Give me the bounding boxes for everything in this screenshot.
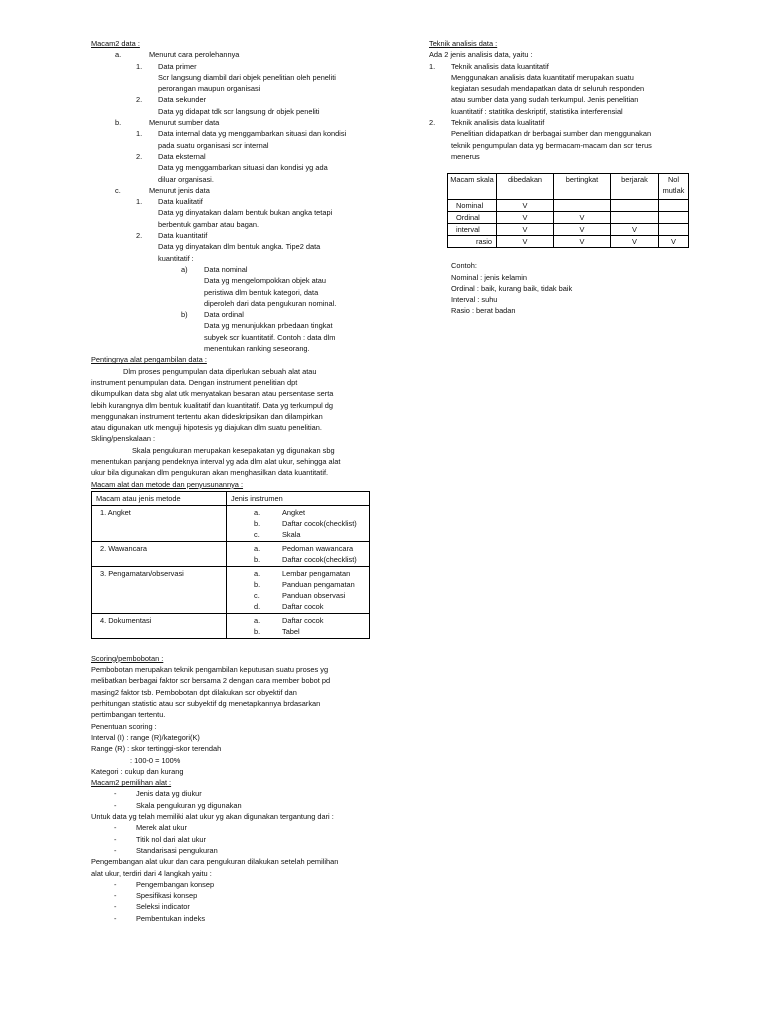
list-marker: b.: [254, 518, 261, 528]
check-cell: V: [554, 224, 611, 236]
check-cell: V: [497, 236, 554, 248]
check-cell: V: [554, 236, 611, 248]
metode-cell: 3. Pengamatan/observasi: [92, 566, 227, 613]
list-marker: b.: [254, 626, 261, 636]
text-line: diluar organisasi.: [158, 174, 214, 184]
text-line: dikumpulkan data sbg alat utk menyatakan besaran atau persentase serta: [91, 389, 334, 399]
scoring-body: [91, 664, 381, 777]
teknik-analisis-heading: Teknik analisis data :: [429, 39, 498, 48]
text-line: Kategori : cukup dan kurang: [91, 766, 184, 776]
check-cell: [659, 224, 689, 236]
instrumen-item: Lembar pengamatan: [282, 568, 351, 578]
text-line: menentukan panjang pendeknya interval yg ada dlm alat ukur, sehingga alat: [91, 456, 341, 466]
instrumen-item: Angket: [282, 507, 306, 517]
list-marker: b): [181, 310, 188, 320]
table-header-cell: Macam skala: [448, 174, 497, 200]
item1-title: [429, 61, 699, 72]
list-number: 1.: [136, 129, 143, 139]
table-row: [92, 505, 370, 541]
dash-marker: -: [114, 789, 117, 799]
dash-marker: -: [114, 800, 117, 810]
list-marker: a.: [254, 543, 261, 553]
skala-label: Ordinal: [448, 212, 497, 224]
skling-body: [91, 445, 381, 479]
skling-heading: Skling/penskalaan :: [91, 434, 156, 444]
text-line: Skala pengukuran merupakan kesepakatan yg digunakan sbg: [132, 445, 335, 455]
list-item: Skala pengukuran yg digunakan: [136, 800, 242, 810]
table-header-cell: Macam atau jenis metode: [92, 491, 227, 505]
list-number: 1.: [429, 61, 436, 71]
section-c1-title: [91, 196, 381, 207]
instrumen-item: Panduan pengamatan: [282, 579, 355, 589]
section-cb-title: [91, 309, 381, 320]
text-line: kuantitatif :: [158, 253, 194, 263]
instrumen-item: Daftar cocok(checklist): [282, 554, 357, 564]
text-line: Pengembangan alat ukur dan cara pengukuran dilakukan setelah pemilihan: [91, 857, 339, 867]
text-line: lebih kurangnya dlm bentuk kualitatif dan kuantitatif. Data yg terkumpul dg: [91, 400, 333, 410]
dash-marker: -: [114, 879, 117, 889]
table-header-cell: dibedakan: [497, 174, 554, 200]
text-line: Rasio : berat badan: [451, 306, 516, 316]
text-line: Scr langsung diambil dari objek penelitian oleh peneliti: [158, 72, 336, 82]
dash-marker: -: [114, 834, 117, 844]
dash-marker: -: [114, 823, 117, 833]
section-c2-body: [91, 241, 381, 264]
list-number: 1.: [136, 197, 143, 207]
section-c1-body: [91, 207, 381, 230]
text-line: alat ukur, terdiri dari 4 langkah yaitu :: [91, 868, 212, 878]
section-c-title: Menurut jenis data: [149, 185, 210, 195]
text-line: Data yg menunjukkan prbedaan tingkat: [204, 321, 333, 331]
pengembangan-body: [91, 856, 381, 879]
check-cell: V: [611, 224, 659, 236]
pentingnya-heading: Pentingnya alat pengambilan data :: [91, 355, 207, 365]
text-line: diperoleh dari data pengukuran nominal.: [204, 298, 337, 308]
text-line: kuantitatif : statitika deskriptif, statistika interferensial: [451, 106, 623, 116]
section-a-title: Menurut cara perolehannya: [149, 50, 240, 60]
metode-cell: 2. Wawancara: [92, 541, 227, 566]
instrumen-cell: [227, 541, 370, 566]
check-cell: V: [497, 212, 554, 224]
untuk-list: [91, 822, 381, 856]
list-marker: b.: [254, 579, 261, 589]
macam-alat-heading: Macam alat dan metode dan penyusunannya :: [91, 479, 244, 489]
check-cell: [659, 200, 689, 212]
table-row: [92, 566, 370, 613]
contoh-heading: Contoh:: [451, 261, 477, 271]
skala-label: Nominal: [448, 200, 497, 212]
metode-cell: 4. Dokumentasi: [92, 613, 227, 638]
section-a1-body: [91, 72, 381, 95]
list-number: 1.: [136, 61, 143, 71]
dash-marker: -: [114, 891, 117, 901]
metode-cell: 1. Angket: [92, 505, 227, 541]
pentingnya-body: [91, 366, 381, 434]
list-title: Data eksternal: [158, 151, 206, 161]
list-title: Data nominal: [204, 264, 248, 274]
skala-table: [447, 173, 689, 248]
section-a2-body: [91, 106, 381, 117]
text-line: Range (R) : skor tertinggi-skor terendah: [91, 744, 222, 754]
text-line: kegiatan sesudah mendapatkan data dr seluruh responden: [451, 84, 645, 94]
check-cell: [659, 212, 689, 224]
text-line: berbentuk gambar atau bagan.: [158, 219, 260, 229]
list-item: Jenis data yg diukur: [136, 789, 202, 799]
pemilihan-heading: Macam2 pemilihan alat :: [91, 778, 172, 788]
list-title: Data sekunder: [158, 95, 207, 105]
check-cell: V: [497, 224, 554, 236]
list-item: Seleksi indicator: [136, 902, 190, 912]
table-header-row: [92, 491, 370, 505]
list-item: Standarisasi pengukuran: [136, 845, 218, 855]
untuk-data-line: Untuk data yg telah memiliki alat ukur yg akan digunakan tergantung dari :: [91, 812, 334, 822]
scoring-heading: Scoring/pembobotan :: [91, 653, 164, 663]
langkah-list: [91, 879, 381, 924]
list-number: 2.: [136, 151, 143, 161]
macam-data-heading: Macam2 data :: [91, 39, 140, 48]
text-line: Menggunakan analisis data kuantitatif merupakan suatu: [451, 72, 634, 82]
table-row: [92, 541, 370, 566]
text-line: Data yg dinyatakan dlm bentuk angka. Tipe2 data: [158, 242, 321, 252]
pemilihan-list: [91, 788, 381, 811]
instrumen-cell: [227, 505, 370, 541]
right-column: [429, 38, 699, 317]
section-b-title: Menurut sumber data: [149, 118, 220, 128]
dash-marker: -: [114, 845, 117, 855]
text-line: pada suatu organisasi scr internal: [158, 140, 269, 150]
section-cb-body: [91, 320, 381, 354]
check-cell: [611, 200, 659, 212]
left-column: [91, 38, 381, 924]
text-line: Data internal data yg menggambarkan situasi dan kondisi: [158, 129, 347, 139]
check-cell: V: [554, 212, 611, 224]
section-b2-title: [91, 151, 381, 162]
item1-body: [429, 72, 699, 117]
section-b1: [91, 128, 381, 139]
instrumen-item: Panduan observasi: [282, 590, 346, 600]
text-line: Data yg mengelompokkan objek atau: [204, 276, 327, 286]
text-line: Data yg dinyatakan dalam bentuk bukan angka tetapi: [158, 208, 333, 218]
list-title: Data kualitatif: [158, 197, 203, 207]
teknik-analisis-intro: Ada 2 jenis analisis data, yaitu :: [429, 50, 533, 60]
list-title: Data ordinal: [204, 310, 244, 320]
item2-title: [429, 117, 699, 128]
metode-instrumen-table: [91, 491, 370, 639]
table-header-cell: Nol mutlak: [659, 174, 689, 200]
section-c2-title: [91, 230, 381, 241]
list-marker: a.: [254, 568, 261, 578]
text-line: Ordinal : baik, kurang baik, tidak baik: [451, 283, 573, 293]
section-b2-body: [91, 162, 381, 185]
text-line: Pembobotan merupakan teknik pengambilan keputusan suatu proses yg: [91, 665, 329, 675]
list-item: Titik nol dari alat ukur: [136, 834, 206, 844]
table-row: [448, 224, 689, 236]
section-ca-body: [91, 275, 381, 309]
text-line: atau digunakan utk menguji hipotesis yg diajukan dlm suatu penelitian.: [91, 423, 322, 433]
text-line: peristiwa dlm bentuk kategori, data: [204, 287, 319, 297]
section-a1-title: [91, 61, 381, 72]
text-line: Dlm proses pengumpulan data diperlukan sebuah alat atau: [123, 366, 317, 376]
section-a-marker: a.: [115, 50, 122, 60]
section-c-marker: c.: [115, 185, 121, 195]
table-header-row: [448, 174, 689, 200]
check-cell: V: [611, 236, 659, 248]
list-marker: d.: [254, 601, 261, 611]
item2-body: [429, 128, 699, 162]
list-title: Teknik analisis data kualitatif: [451, 118, 545, 128]
list-item: Merek alat ukur: [136, 823, 187, 833]
text-line: pertimbangan tertentu.: [91, 710, 166, 720]
list-marker: a.: [254, 615, 261, 625]
list-item: Pembentukan indeks: [136, 913, 206, 923]
text-line: Penentuan scoring :: [91, 721, 157, 731]
text-line: Interval : suhu: [451, 295, 498, 305]
list-number: 2.: [136, 95, 143, 105]
list-title: Teknik analisis data kuantitatif: [451, 61, 549, 71]
check-cell: V: [497, 200, 554, 212]
skala-label: rasio: [448, 236, 497, 248]
section-b-marker: b.: [115, 118, 122, 128]
list-title: Data primer: [158, 61, 197, 71]
list-item: Spesifikasi konsep: [136, 891, 198, 901]
text-line: menggunakan instrument tertentu akan dideskripsikan dan dilampirkan: [91, 411, 323, 421]
list-title: Data kuantitatif: [158, 231, 208, 241]
contoh-block: [429, 260, 699, 316]
text-line: teknik pengumpulan data yg bermacam-macam dan scr terus: [451, 140, 652, 150]
text-line: perhitungan statistic atau scr subyektif dg menetapkannya brdasarkan: [91, 699, 321, 709]
section-ca-title: [91, 264, 381, 275]
text-line: melibatkan berbagai faktor scr bersama 2 dengan cara member bobot pd: [91, 676, 331, 686]
text-line: : 100-0 = 100%: [91, 755, 181, 765]
instrumen-item: Tabel: [282, 626, 300, 636]
table-header-cell: bertingkat: [554, 174, 611, 200]
instrumen-cell: [227, 613, 370, 638]
text-line: ukur bila digunakan dlm pengukuran akan menghasilkan data kuantitatif.: [91, 468, 329, 478]
text-line: masing2 faktor tsb. Pembobotan dpt dilakukan scr obyektif dan: [91, 687, 297, 697]
instrumen-item: Skala: [282, 529, 301, 539]
text-line: subyek scr kuantitatif. Contoh : data dlm: [204, 332, 336, 342]
dash-marker: -: [114, 913, 117, 923]
dash-marker: -: [114, 902, 117, 912]
text-line: perorangan maupun organisasi: [158, 84, 261, 94]
table-header-cell: berjarak: [611, 174, 659, 200]
text-line: Penelitian didapatkan dr berbagai sumber dan menggunakan: [451, 129, 652, 139]
instrumen-cell: [227, 566, 370, 613]
section-b-heading: [91, 117, 381, 128]
table-row: [448, 236, 689, 248]
text-line: Data yg didapat tdk scr langsung dr objek peneliti: [158, 106, 320, 116]
table-row: [92, 613, 370, 638]
list-marker: c.: [254, 529, 260, 539]
check-cell: [611, 212, 659, 224]
table-row: [448, 212, 689, 224]
table-row: [448, 200, 689, 212]
text-line: Interval (I) : range (R)/kategori(K): [91, 732, 200, 742]
list-marker: b.: [254, 554, 261, 564]
text-line: Data yg menggambarkan situasi dan kondisi yg ada: [158, 163, 328, 173]
section-a2-title: [91, 94, 381, 105]
text-line: instrument penumpulan data. Dengan instrument penelitian dpt: [91, 377, 298, 387]
text-line: menerus: [451, 151, 480, 161]
text-line: Nominal : jenis kelamin: [451, 272, 527, 282]
check-cell: V: [659, 236, 689, 248]
list-number: 2.: [429, 118, 436, 128]
section-c-heading: [91, 185, 381, 196]
text-line: atau sumber data yang sudah terkumpul. Jenis penelitian: [451, 95, 639, 105]
skala-label: interval: [448, 224, 497, 236]
check-cell: [554, 200, 611, 212]
instrumen-item: Daftar cocok(checklist): [282, 518, 357, 528]
list-number: 2.: [136, 231, 143, 241]
list-item: Pengembangan konsep: [136, 879, 215, 889]
instrumen-item: Pedoman wawancara: [282, 543, 354, 553]
list-marker: a.: [254, 507, 261, 517]
list-marker: c.: [254, 590, 260, 600]
text-line: menentukan ranking seseorang.: [204, 344, 310, 354]
section-b1-body: [91, 140, 381, 151]
table-header-cell: Jenis instrumen: [227, 491, 370, 505]
instrumen-item: Daftar cocok: [282, 601, 324, 611]
list-marker: a): [181, 264, 188, 274]
section-a-heading: [91, 49, 381, 60]
instrumen-item: Daftar cocok: [282, 615, 324, 625]
